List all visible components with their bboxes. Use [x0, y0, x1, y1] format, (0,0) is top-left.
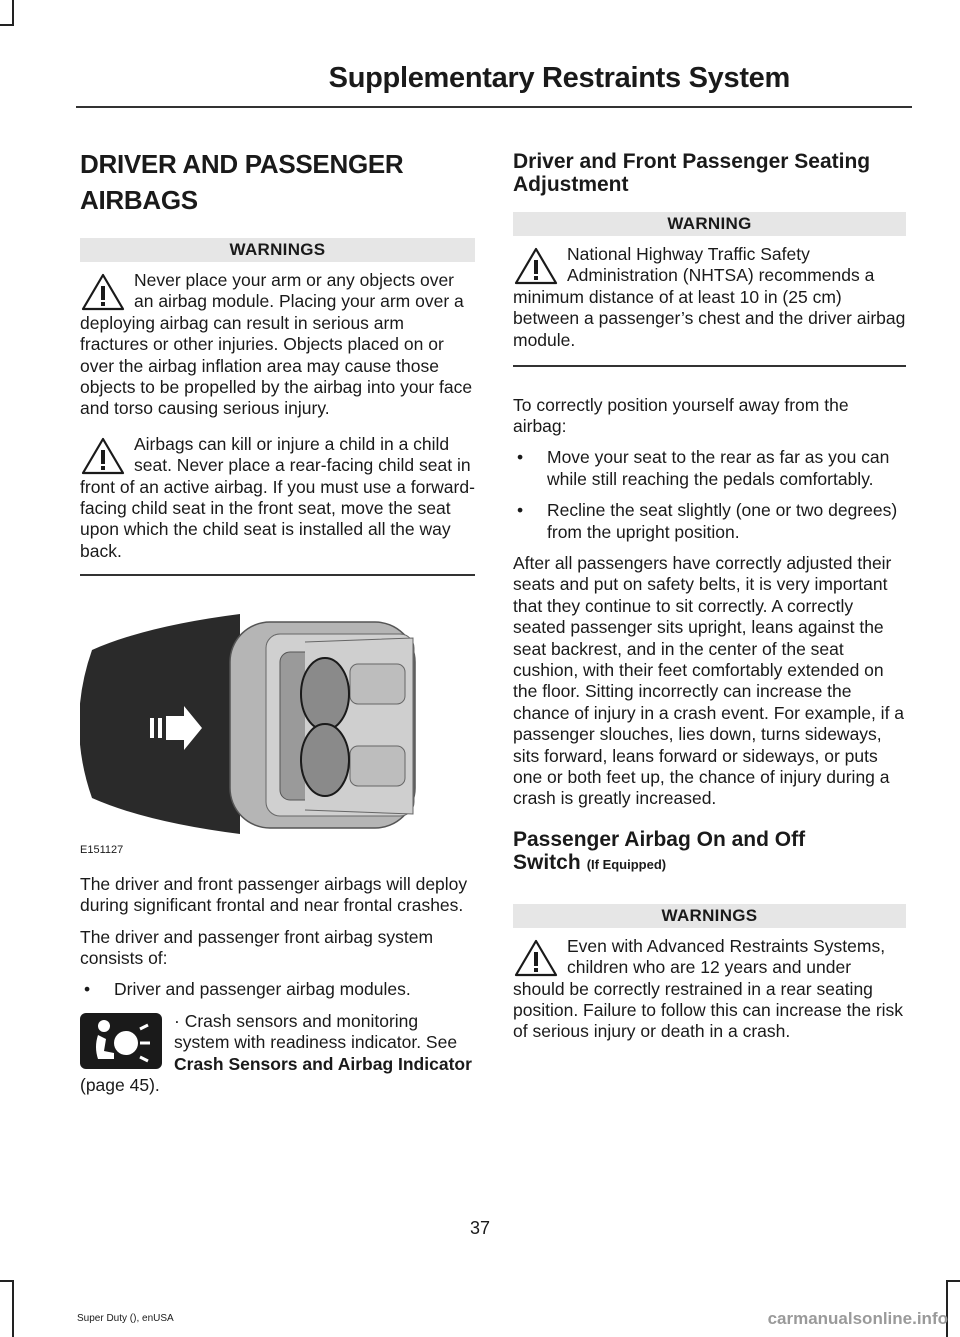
- right-column: [513, 146, 906, 1051]
- header-rule: [76, 106, 912, 108]
- crash-sensors-text: · Crash sensors and monitoring system with readiness indicator. See: [174, 1010, 458, 1053]
- paragraph-system: The driver and passenger front airbag system consists of:: [80, 926, 434, 968]
- warning-nhtsa-distance: National Highway Traffic Safety Administration (NHTSA) recommends a minimum distance of at least 10 in (25 cm) between a passenger’s chest and the driver airbag module.: [513, 244, 906, 350]
- page-reference: (page 45).: [80, 1075, 160, 1096]
- warnings-header: WARNINGS: [513, 904, 906, 928]
- crop-mark: [0, 1280, 14, 1282]
- figure-code: E151127: [80, 843, 124, 856]
- section-title-airbags: DRIVER AND PASSENGER AIRBAGS: [80, 149, 404, 215]
- watermark: carmanualsonline.info: [767, 1309, 948, 1328]
- list-item: • Recline the seat slightly (one or two degrees) from the upright position.: [517, 500, 898, 542]
- divider: [80, 574, 475, 576]
- section-title-passenger-switch: Passenger Airbag On and Off Switch (If Equipped): [513, 827, 806, 874]
- crash-sensors-reference-link[interactable]: Crash Sensors and Airbag Indicator: [174, 1053, 472, 1074]
- crash-sensors-block: [80, 1011, 475, 1097]
- airbag-indicator-icon: [80, 1013, 162, 1069]
- divider: [513, 365, 906, 367]
- warning-children-rear-seat: Even with Advanced Restraints Systems, children who are 12 years and under should be correctly restrained in a rear seating position. Failure to follow this can increase the risk of serious injury or death in a crash.: [513, 935, 904, 1042]
- warning-child-seat: Airbags can kill or injure a child in a child seat. Never place a rear-facing child seat in front of an active airbag. If you must use a forward-facing child seat in the front seat, move the seat upon which the child seat is installed all the way back.: [80, 433, 475, 561]
- left-column: [80, 146, 475, 1106]
- section-title-seating: Driver and Front Passenger Seating Adjustment: [513, 150, 871, 196]
- paragraph-deploy: The driver and front passenger airbags will deploy during significant frontal and near frontal crashes.: [80, 873, 468, 916]
- airbag-deployment-figure: [80, 594, 473, 856]
- paragraph-seating-posture: After all passengers have correctly adjusted their seats and put on safety belts, it is very important that they continue to sit correctly. A correctly seated passenger sits upright, leans against the seat backrest, and in the center of the seat cushion, with their feet comfortably extended on the floor. Sitting incorrectly can increase the chance of injury in a crash event. For example, if a passenger slouches, lies down, turns sideways, sits forward, leans forward or sideways, or puts one or both feet up, the chance of injury during a crash is greatly increased.: [513, 552, 905, 809]
- footer-edition: Super Duty (), enUSA: [77, 1313, 174, 1324]
- crop-mark: [0, 24, 14, 26]
- paragraph-position-intro: To correctly position yourself away from the airbag:: [513, 394, 849, 436]
- warning-triangle-icon: [80, 436, 126, 476]
- warning-triangle-icon: [80, 272, 126, 312]
- warnings-header: WARNINGS: [80, 238, 475, 262]
- crop-mark: [12, 0, 14, 26]
- if-equipped-qualifier: (If Equipped): [586, 856, 667, 872]
- list-item: • Driver and passenger airbag modules.: [84, 979, 411, 1000]
- warning-arm-objects: Never place your arm or any objects over an airbag module. Placing your arm over a deploying airbag can result in serious arm fractures or other injuries. Objects placed on or over the airbag inflation area may cause those objects to be propelled by the airbag into your face and torso causing serious injury.: [80, 270, 473, 419]
- crop-mark: [12, 1280, 14, 1337]
- page-header-title: Supplementary Restraints System: [328, 62, 790, 94]
- warning-triangle-icon: [513, 938, 559, 978]
- vehicle-airbag-illustration: [80, 594, 473, 856]
- page-number: 37: [469, 1218, 491, 1238]
- warning-triangle-icon: [513, 246, 559, 286]
- warning-header: WARNING: [513, 212, 906, 236]
- crop-mark: [946, 1280, 960, 1282]
- list-item: • Move your seat to the rear as far as you can while still reaching the pedals comfortably.: [517, 447, 890, 489]
